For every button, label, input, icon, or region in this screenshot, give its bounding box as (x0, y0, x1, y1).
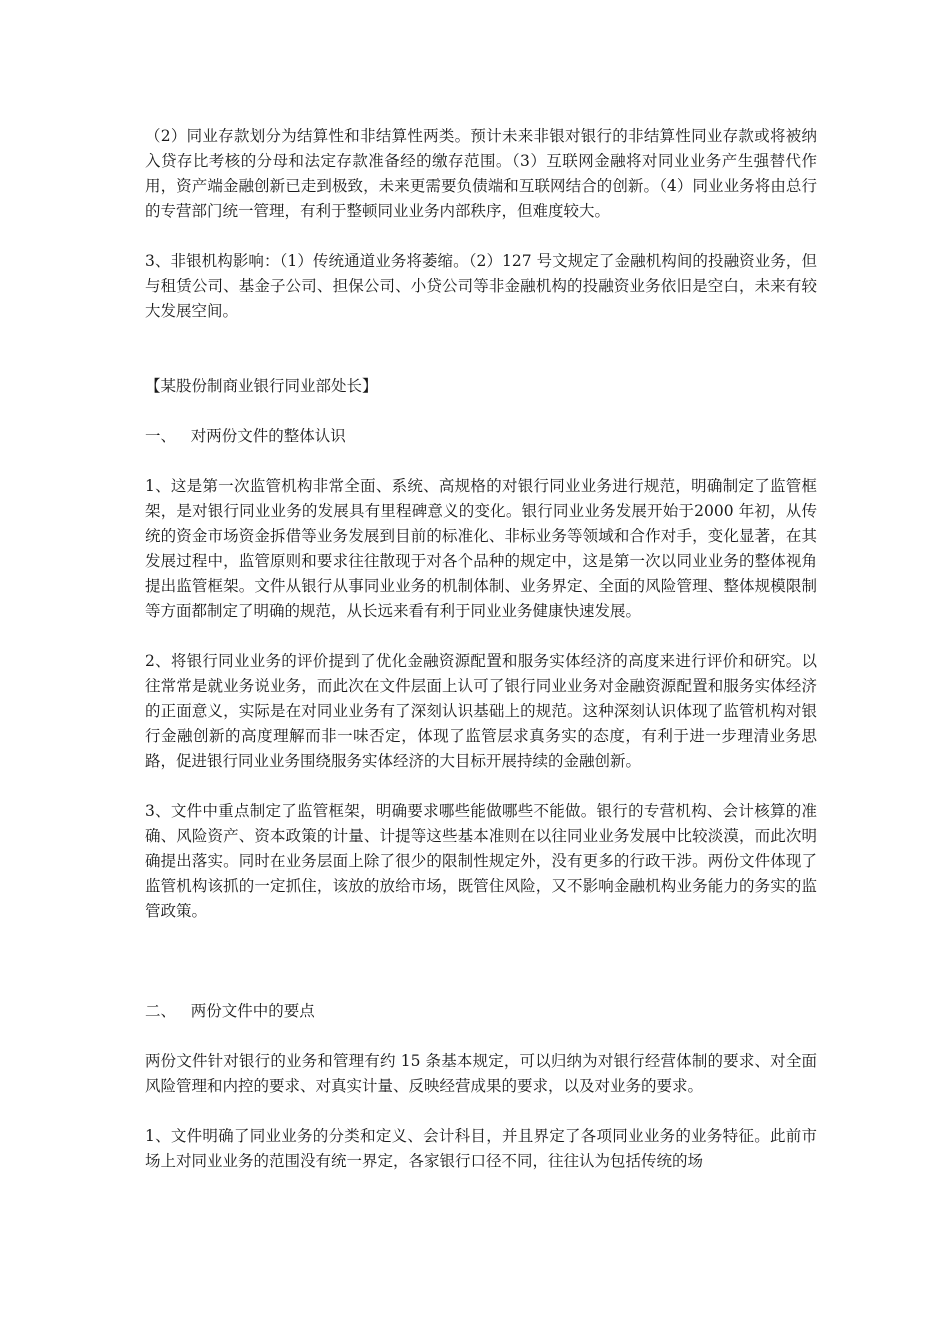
paragraph-point-2: 2、将银行同业业务的评价提到了优化金融资源配置和服务实体经济的高度来进行评价和研究。以往常常是就业务说业务，而此次在文件层面上认可了银行同业业务对金融资源配置和服务实体经济的正面意义，实际是在对同业业务有了深刻认识基础上的规范。这种深刻认识体现了监管机构对银行金融创新的高度理解而非一味否定，体现了监管层求真务实的态度，有利于进一步理清业务思路，促进银行同业业务围绕服务实体经济的大目标开展持续的金融创新。 (145, 652, 817, 770)
spacer (145, 949, 817, 999)
paragraph-key-points-intro: 两份文件针对银行的业务和管理有约 15 条基本规定，可以归纳为对银行经营体制的要求、对全面风险管理和内控的要求、对真实计量、反映经营成果的要求，以及对业务的要求。 (145, 1052, 817, 1095)
paragraph-interbank-deposits: （2）同业存款划分为结算性和非结算性两类。预计未来非银对银行的非结算性同业存款或将被纳入贷存比考核的分母和法定存款准备经的缴存范围。（3）互联网金融将对同业业务产生强替代作用，资产端金融创新已走到极致，未来更需要负债端和互联网结合的创新。（4）同业业务将由总行的专营部门统一管理，有利于整顿同业业务内部秩序，但难度较大。 (145, 127, 817, 220)
paragraph-nonbank-impact: 3、非银机构影响：（1）传统通道业务将萎缩。（2）127 号文规定了金融机构间的投融资业务，但与租赁公司、基金子公司、担保公司、小贷公司等非金融机构的投融资业务依旧是空白，未来有较大发展空间。 (145, 252, 817, 320)
document-page (145, 124, 817, 1174)
section-heading-key-points: 二、 两份文件中的要点 (145, 1002, 315, 1020)
paragraph-point-1: 1、这是第一次监管机构非常全面、系统、高规格的对银行同业业务进行规范，明确制定了监管框架，是对银行同业业务的发展具有里程碑意义的变化。银行同业业务发展开始于2000 年初，从传统的资金市场资金拆借等业务发展到目前的标准化、非标业务等领域和合作对手，变化显著，在其发展过程中，监管原则和要求往往散现于对各个品种的规定中，这是第一次以同业业务的整体视角提出监管框架。文件从银行从事同业业务的机制体制、业务界定、全面的风险管理、整体规模限制等方面都制定了明确的规范，从长远来看有利于同业业务健康快速发展。 (145, 477, 817, 620)
paragraph-key-point-1: 1、文件明确了同业业务的分类和定义、会计科目，并且界定了各项同业业务的业务特征。此前市场上对同业业务的范围没有统一界定，各家银行口径不同，往往认为包括传统的场 (145, 1127, 817, 1170)
spacer (145, 349, 817, 374)
speaker-heading: 【某股份制商业银行同业部处长】 (145, 377, 378, 395)
section-heading-overall-understanding: 一、 对两份文件的整体认识 (145, 427, 346, 445)
paragraph-point-3: 3、文件中重点制定了监管框架，明确要求哪些能做哪些不能做。银行的专营机构、会计核算的准确、风险资产、资本政策的计量、计提等这些基本准则在以往同业业务发展中比较淡漠，而此次明确提出落实。同时在业务层面上除了很少的限制性规定外，没有更多的行政干涉。两份文件体现了监管机构该抓的一定抓住，该放的放给市场，既管住风险，又不影响金融机构业务能力的务实的监管政策。 (145, 802, 817, 920)
